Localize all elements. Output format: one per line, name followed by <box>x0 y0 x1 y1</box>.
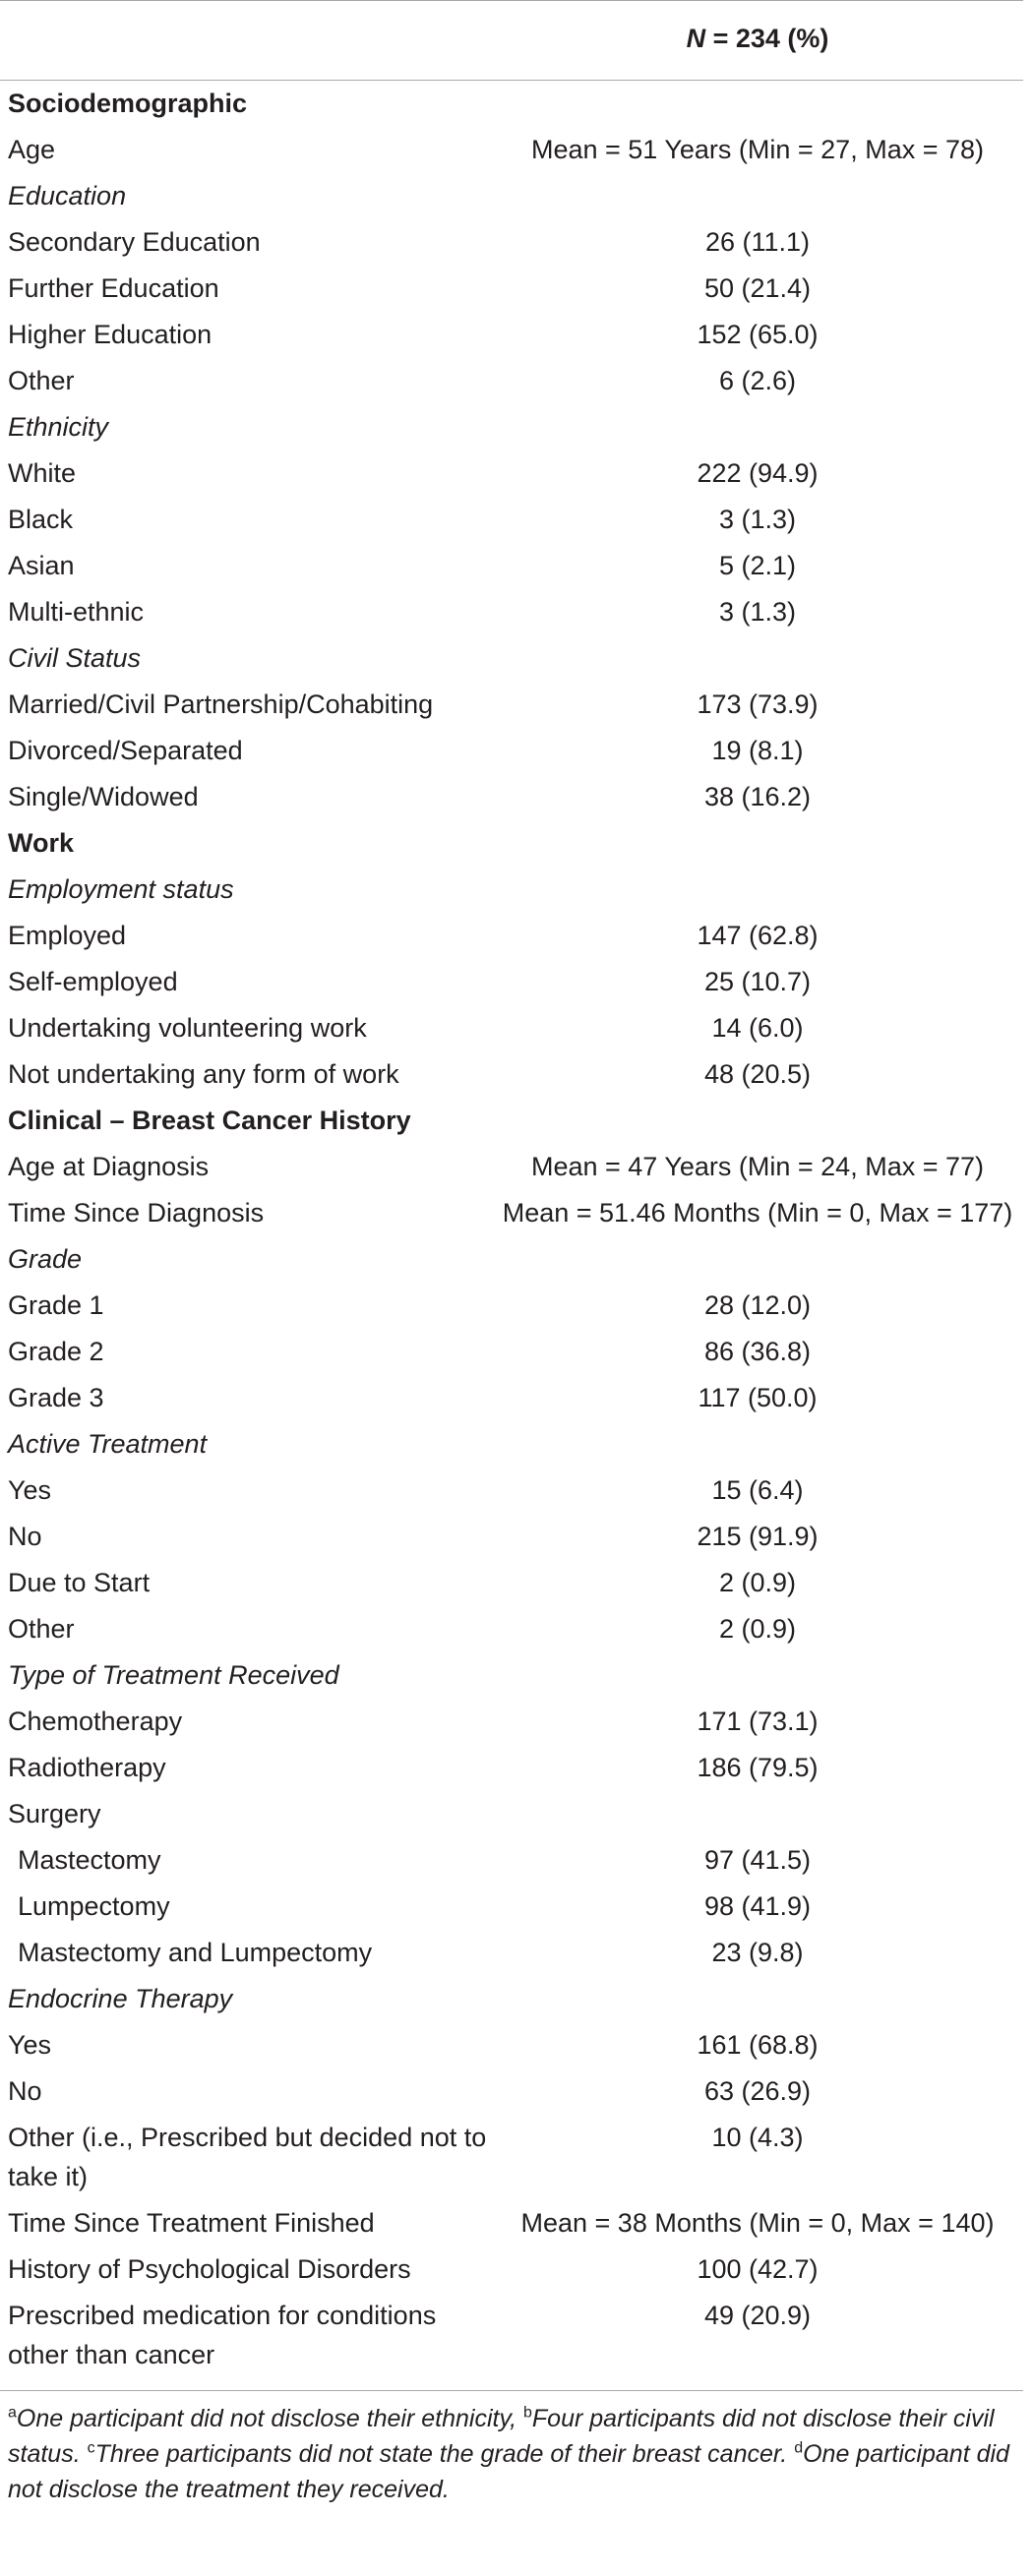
subgroup-heading-row <box>0 867 1023 913</box>
subgroup-heading-row <box>0 173 1023 219</box>
row-label: Grade 2 <box>8 1337 104 1366</box>
row-label: Self-employed <box>8 967 178 996</box>
row-value: 2 (0.9) <box>718 1568 797 1597</box>
footnote-text: Four participants did not disclose their civil status. <box>8 2405 995 2468</box>
row-value <box>492 1098 1023 1144</box>
row-value <box>492 81 1023 128</box>
row-value: Mean = 38 Months (Min = 0, Max = 140) <box>520 2208 995 2238</box>
row-value: 98 (41.9) <box>703 1891 812 1921</box>
row-label: Ethnicity <box>8 412 109 442</box>
row-value: Mean = 47 Years (Min = 24, Max = 77) <box>530 1152 984 1181</box>
row-label: Grade 1 <box>8 1290 104 1320</box>
row-value: 2 (0.9) <box>718 1614 797 1644</box>
table-row <box>0 682 1023 728</box>
section-heading-row <box>0 1098 1023 1144</box>
table-row <box>0 1837 1023 1884</box>
row-value: 173 (73.9) <box>697 689 819 719</box>
table-row <box>0 2293 1023 2391</box>
row-value <box>492 1976 1023 2022</box>
row-label: History of Psychological Disorders <box>8 2254 411 2284</box>
row-value <box>492 635 1023 682</box>
footnote-text: One participant did not disclose their ethnicity, <box>16 2405 523 2432</box>
row-value: 100 (42.7) <box>697 2254 819 2284</box>
row-label: Asian <box>8 551 75 580</box>
row-value: 6 (2.6) <box>718 366 797 395</box>
table-header-row <box>0 1 1023 81</box>
header-label-cell <box>0 1 492 81</box>
table-row <box>0 312 1023 358</box>
row-value: 50 (21.4) <box>703 273 812 303</box>
row-label: Time Since Treatment Finished <box>8 2208 375 2238</box>
row-value: Mean = 51 Years (Min = 27, Max = 78) <box>530 135 984 164</box>
footnote-marker: c <box>87 2439 95 2457</box>
table-row <box>0 127 1023 173</box>
table-row <box>0 959 1023 1005</box>
table-row <box>0 2247 1023 2293</box>
row-label: Undertaking volunteering work <box>8 1013 367 1043</box>
row-label: Other <box>8 366 75 395</box>
row-label: Lumpectomy <box>18 1891 170 1921</box>
row-label: No <box>8 2076 42 2106</box>
row-label: Multi-ethnic <box>8 597 145 627</box>
row-value: 86 (36.8) <box>703 1337 812 1366</box>
row-label: Grade <box>8 1244 83 1274</box>
row-value <box>492 173 1023 219</box>
table-row <box>0 1699 1023 1745</box>
table-row <box>0 1560 1023 1606</box>
row-value <box>492 1236 1023 1283</box>
table-footnotes <box>0 2391 1023 2507</box>
table-row <box>0 1190 1023 1236</box>
row-value <box>492 1652 1023 1699</box>
row-label: Age at Diagnosis <box>8 1152 210 1181</box>
table-row <box>0 1375 1023 1421</box>
row-label: Active Treatment <box>8 1429 208 1459</box>
row-label: Further Education <box>8 273 219 303</box>
row-label: Mastectomy <box>18 1845 161 1875</box>
subgroup-heading-row <box>0 1236 1023 1283</box>
row-label: Single/Widowed <box>8 782 199 811</box>
row-label: Employed <box>8 921 127 950</box>
table-row <box>0 1930 1023 1976</box>
table-row <box>0 1329 1023 1375</box>
table-row <box>0 450 1023 497</box>
table-row <box>0 1884 1023 1930</box>
row-value <box>492 820 1023 867</box>
row-value: 23 (9.8) <box>711 1938 804 1967</box>
row-value <box>492 404 1023 450</box>
subgroup-heading-row <box>0 635 1023 682</box>
row-value <box>492 1421 1023 1468</box>
section-heading-row <box>0 820 1023 867</box>
row-value: 15 (6.4) <box>711 1475 804 1505</box>
table-row <box>0 1514 1023 1560</box>
table-row <box>0 774 1023 820</box>
table-row <box>0 497 1023 543</box>
row-label: Mastectomy and Lumpectomy <box>18 1938 373 1967</box>
row-value: 3 (1.3) <box>718 597 797 627</box>
table-row <box>0 728 1023 774</box>
row-label: Surgery <box>8 1799 101 1828</box>
table-row <box>0 1051 1023 1098</box>
row-value: 215 (91.9) <box>697 1522 819 1551</box>
footnote-marker: d <box>794 2439 804 2457</box>
subgroup-heading-row <box>0 1652 1023 1699</box>
row-label: Higher Education <box>8 320 213 349</box>
row-label: Radiotherapy <box>8 1753 166 1782</box>
table-row <box>0 1745 1023 1791</box>
row-label: Work <box>8 828 75 858</box>
row-value <box>492 867 1023 913</box>
row-value: 222 (94.9) <box>697 458 819 488</box>
row-label: Yes <box>8 2030 52 2060</box>
table-row <box>0 913 1023 959</box>
header-n-cell <box>492 1 1023 81</box>
table-row <box>0 266 1023 312</box>
section-heading-row <box>0 81 1023 128</box>
row-value: 28 (12.0) <box>703 1290 812 1320</box>
row-value: 147 (62.8) <box>697 921 819 950</box>
subgroup-heading-row <box>0 1421 1023 1468</box>
table-row <box>0 1468 1023 1514</box>
row-value: 14 (6.0) <box>711 1013 804 1043</box>
table-row <box>0 1005 1023 1051</box>
footnote-marker: a <box>8 2404 17 2422</box>
table-row <box>0 2022 1023 2068</box>
row-label: Chemotherapy <box>8 1707 183 1736</box>
row-label: Clinical – Breast Cancer History <box>8 1106 411 1135</box>
table-row <box>0 543 1023 589</box>
row-label: Due to Start <box>8 1568 151 1597</box>
row-label: White <box>8 458 77 488</box>
row-label: No <box>8 1522 42 1551</box>
table-row <box>0 1283 1023 1329</box>
row-value: 3 (1.3) <box>718 505 797 534</box>
row-value: 19 (8.1) <box>711 736 804 765</box>
row-value <box>492 1791 1023 1837</box>
row-value: 38 (16.2) <box>703 782 812 811</box>
row-value: 186 (79.5) <box>697 1753 819 1782</box>
row-value: 171 (73.1) <box>697 1707 819 1736</box>
table-row <box>0 1144 1023 1190</box>
row-value: 152 (65.0) <box>697 320 819 349</box>
table-row <box>0 2200 1023 2247</box>
footnote-text: One participant did not disclose the treatment they received. <box>8 2440 1009 2503</box>
row-label: Type of Treatment Received <box>8 1660 339 1690</box>
row-label: Endocrine Therapy <box>8 1984 233 2013</box>
subgroup-heading-row <box>0 404 1023 450</box>
row-label: Prescribed medication for conditions other than cancer <box>0 2293 492 2391</box>
footnote-marker: b <box>523 2404 532 2422</box>
subgroup-heading-row <box>0 1976 1023 2022</box>
row-value: 5 (2.1) <box>718 551 797 580</box>
row-label: Age <box>8 135 56 164</box>
row-value: 161 (68.8) <box>697 2030 819 2060</box>
header-n-symbol: N <box>686 24 706 53</box>
row-label: Secondary Education <box>8 227 261 257</box>
row-value: 48 (20.5) <box>703 1059 812 1089</box>
table-row <box>0 1791 1023 1837</box>
footnote-text: Three participants did not state the grade of their breast cancer. <box>94 2440 795 2468</box>
row-value: Mean = 51.46 Months (Min = 0, Max = 177) <box>502 1198 1013 1228</box>
header-n-text: = 234 (%) <box>705 24 829 53</box>
row-value: 10 (4.3) <box>711 2123 804 2152</box>
table-row <box>0 358 1023 404</box>
table-row <box>0 1606 1023 1652</box>
table-row <box>0 219 1023 266</box>
row-label: Other (i.e., Prescribed but decided not to take it) <box>8 2123 487 2191</box>
table-row <box>0 589 1023 635</box>
row-label: Education <box>8 181 127 210</box>
row-label: Not undertaking any form of work <box>8 1059 399 1089</box>
row-value: 49 (20.9) <box>492 2293 1023 2391</box>
row-label: Married/Civil Partnership/Cohabiting <box>8 689 434 719</box>
row-value: 25 (10.7) <box>703 967 812 996</box>
row-label: Time Since Diagnosis <box>8 1198 265 1228</box>
row-value: 97 (41.5) <box>703 1845 812 1875</box>
row-label: Civil Status <box>8 643 142 673</box>
row-value: 117 (50.0) <box>698 1383 818 1412</box>
row-label: Divorced/Separated <box>8 736 243 765</box>
table-row <box>0 2115 1023 2200</box>
row-label: Grade 3 <box>8 1383 104 1412</box>
row-label: Sociodemographic <box>8 89 248 118</box>
row-label: Other <box>8 1614 75 1644</box>
table-row <box>0 2068 1023 2115</box>
row-value: 26 (11.1) <box>704 227 811 257</box>
row-value: 63 (26.9) <box>703 2076 812 2106</box>
row-label: Employment status <box>8 874 234 904</box>
row-label: Yes <box>8 1475 52 1505</box>
row-label: Black <box>8 505 74 534</box>
